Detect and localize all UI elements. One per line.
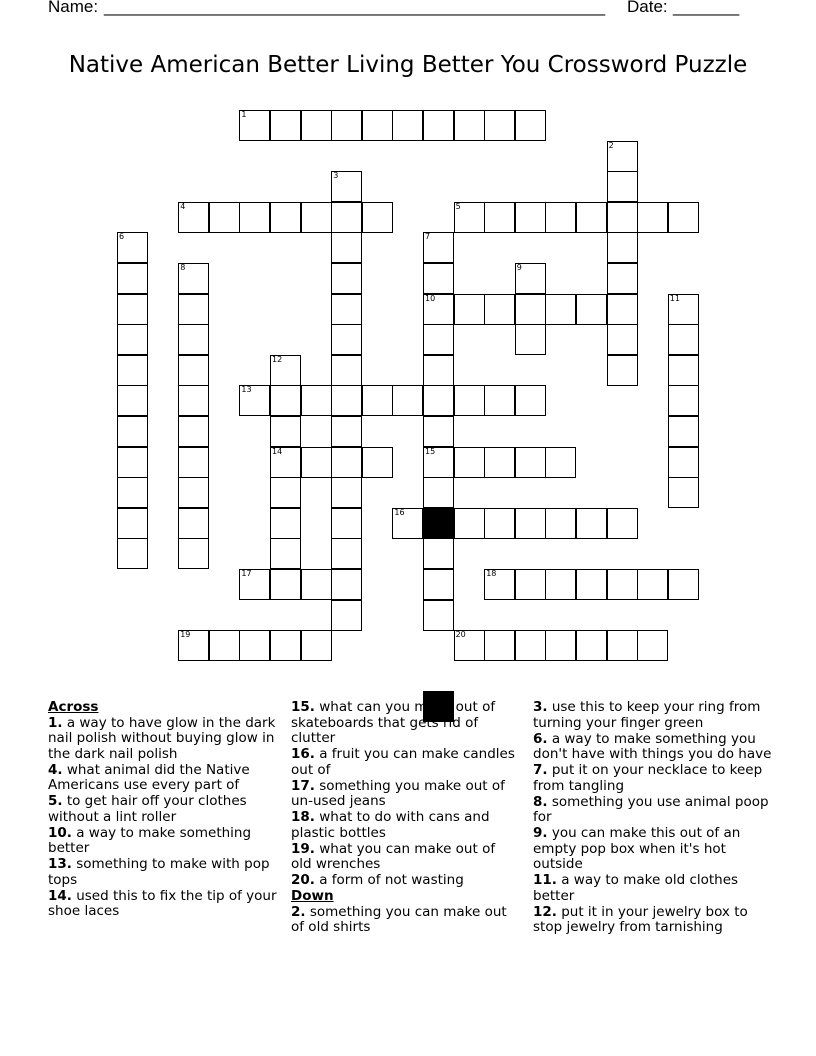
grid-cell[interactable]: [607, 232, 638, 263]
down-clue: 7. put it on your necklace to keep from tangling: [533, 762, 763, 794]
grid-cell[interactable]: [331, 171, 362, 202]
black-cell: [423, 508, 454, 539]
grid-cell[interactable]: [607, 171, 638, 202]
grid-cell[interactable]: [117, 508, 148, 539]
down-clue: 2. something you can make out of old shirts: [291, 903, 507, 935]
grid-cell[interactable]: [484, 569, 515, 600]
grid-cell[interactable]: [301, 385, 332, 416]
across-clue: 10. a way to make something better: [48, 824, 252, 856]
grid-cell[interactable]: [178, 202, 209, 233]
clues-column-2: [291, 700, 519, 936]
grid-cell[interactable]: [423, 294, 454, 325]
grid-cell[interactable]: [209, 630, 240, 661]
grid-cell[interactable]: [607, 355, 638, 386]
grid-cell[interactable]: [454, 294, 485, 325]
grid-cell[interactable]: [331, 202, 362, 233]
grid-cell[interactable]: [454, 385, 485, 416]
grid-cell[interactable]: [178, 263, 209, 294]
grid-cell[interactable]: [668, 447, 699, 478]
grid-cell[interactable]: [270, 110, 301, 141]
grid-cell[interactable]: [668, 294, 699, 325]
grid-cell[interactable]: [178, 416, 209, 447]
clues-column-3: [533, 700, 773, 936]
grid-cell[interactable]: [270, 569, 301, 600]
name-label: Name:: [48, 0, 99, 16]
grid-cell[interactable]: [484, 385, 515, 416]
grid-cell[interactable]: [545, 508, 576, 539]
grid-cell[interactable]: [270, 447, 301, 478]
down-clue: 3. use this to keep your ring from turning your finger green: [533, 699, 761, 731]
grid-cell[interactable]: [178, 355, 209, 386]
grid-cell[interactable]: [423, 232, 454, 263]
grid-cell[interactable]: [239, 385, 270, 416]
clue-number: 1: [241, 110, 247, 119]
grid-cell[interactable]: [301, 630, 332, 661]
grid-cell[interactable]: [423, 416, 454, 447]
grid-cell[interactable]: [301, 447, 332, 478]
grid-cell[interactable]: [117, 324, 148, 355]
grid-cell[interactable]: [331, 263, 362, 294]
grid-cell[interactable]: [423, 477, 454, 508]
grid-cell[interactable]: [239, 630, 270, 661]
grid-cell[interactable]: [576, 294, 607, 325]
grid-cell[interactable]: [515, 263, 546, 294]
grid-cell[interactable]: [423, 600, 454, 631]
clue-number: 19: [180, 630, 191, 640]
grid-cell[interactable]: [331, 294, 362, 325]
clue-number: 2: [608, 140, 614, 150]
grid-cell[interactable]: [423, 263, 454, 294]
grid-cell[interactable]: [331, 538, 362, 569]
grid-cell[interactable]: [392, 110, 423, 141]
clue-number: 9: [516, 263, 522, 272]
grid-cell[interactable]: [515, 508, 546, 539]
grid-cell[interactable]: [117, 447, 148, 478]
grid-cell[interactable]: [668, 416, 699, 447]
grid-cell[interactable]: [515, 324, 546, 355]
across-clue: 4. what animal did the Native Americans use every part of: [48, 761, 250, 793]
grid-cell[interactable]: [545, 569, 576, 600]
date-label: Date:: [627, 0, 668, 16]
down-heading: Down: [291, 888, 334, 904]
grid-cell[interactable]: [178, 477, 209, 508]
grid-cell[interactable]: [668, 355, 699, 386]
grid-cell[interactable]: [270, 202, 301, 233]
grid-cell[interactable]: [270, 508, 301, 539]
grid-cell[interactable]: [209, 202, 240, 233]
grid-cell[interactable]: [668, 477, 699, 508]
grid-cell[interactable]: [515, 447, 546, 478]
grid-cell[interactable]: [331, 355, 362, 386]
clue-number: 20: [455, 630, 466, 640]
grid-cell[interactable]: [484, 508, 515, 539]
grid-cell[interactable]: [301, 202, 332, 233]
grid-cell[interactable]: [484, 110, 515, 141]
down-clue: 9. you can make this out of an empty pop box when it's hot outside: [533, 825, 741, 872]
clue-number: 13: [241, 385, 252, 395]
grid-cell[interactable]: [270, 385, 301, 416]
clue-number: 3: [333, 171, 339, 181]
grid-cell[interactable]: [301, 110, 332, 141]
grid-cell[interactable]: [117, 385, 148, 416]
grid-cell[interactable]: [331, 324, 362, 355]
grid-cell[interactable]: [515, 110, 546, 141]
clue-number: 8: [180, 263, 186, 272]
grid-cell[interactable]: [576, 630, 607, 661]
clue-number: 16: [394, 507, 405, 517]
across-clue: 19. what you can make out of old wrenches: [291, 840, 496, 872]
across-clue: 17. something you make out of un-used jeans: [291, 777, 505, 809]
across-clue: 14. used this to fix the tip of your shoe laces: [48, 887, 277, 919]
grid-cell[interactable]: [515, 202, 546, 233]
grid-cell[interactable]: [178, 324, 209, 355]
clue-number: 15: [425, 446, 436, 456]
grid-cell[interactable]: [423, 324, 454, 355]
grid-cell[interactable]: [607, 630, 638, 661]
grid-cell[interactable]: [454, 202, 485, 233]
grid-cell[interactable]: [331, 110, 362, 141]
grid-cell[interactable]: [331, 600, 362, 631]
down-clue: 11. a way to make old clothes better: [533, 872, 739, 904]
grid-cell[interactable]: [270, 630, 301, 661]
grid-cell[interactable]: [117, 355, 148, 386]
clue-number: 17: [241, 569, 252, 578]
grid-cell[interactable]: [331, 385, 362, 416]
grid-cell[interactable]: [178, 538, 209, 569]
grid-cell[interactable]: [178, 294, 209, 325]
clue-number: 4: [180, 201, 186, 211]
grid-cell[interactable]: [637, 202, 668, 233]
grid-cell[interactable]: [576, 202, 607, 233]
grid-cell[interactable]: [607, 294, 638, 325]
across-clue: 18. what to do with cans and plastic bottles: [291, 809, 490, 841]
grid-cell[interactable]: [637, 630, 668, 661]
grid-cell[interactable]: [362, 202, 393, 233]
grid-cell[interactable]: [362, 385, 393, 416]
clue-number: 11: [669, 293, 680, 303]
grid-cell[interactable]: [545, 294, 576, 325]
grid-cell[interactable]: [301, 569, 332, 600]
across-clue: 20. a form of not wasting: [291, 872, 464, 888]
clue-number: 7: [425, 232, 431, 242]
grid-cell[interactable]: [117, 232, 148, 263]
grid-cell[interactable]: [423, 385, 454, 416]
grid-cell[interactable]: [270, 416, 301, 447]
grid-cell[interactable]: [454, 630, 485, 661]
grid-cell[interactable]: [331, 447, 362, 478]
grid-cell[interactable]: [607, 569, 638, 600]
grid-cell[interactable]: [392, 508, 423, 539]
grid-cell[interactable]: [454, 110, 485, 141]
grid-cell[interactable]: [117, 538, 148, 569]
grid-cell[interactable]: [454, 447, 485, 478]
grid-cell[interactable]: [331, 508, 362, 539]
grid-cell[interactable]: [270, 477, 301, 508]
grid-cell[interactable]: [607, 508, 638, 539]
grid-cell[interactable]: [607, 141, 638, 172]
grid-cell[interactable]: [423, 538, 454, 569]
grid-cell[interactable]: [515, 569, 546, 600]
grid-cell[interactable]: [239, 110, 270, 141]
grid-cell[interactable]: [270, 355, 301, 386]
grid-cell[interactable]: [392, 385, 423, 416]
grid-cell[interactable]: [668, 324, 699, 355]
clue-number: 12: [272, 354, 283, 364]
clues-column-1: [48, 700, 280, 920]
across-heading: Across: [48, 699, 99, 715]
grid-cell[interactable]: [117, 416, 148, 447]
across-clue: 5. to get hair off your clothes without a lint roller: [48, 793, 247, 825]
grid-cell[interactable]: [576, 569, 607, 600]
down-clue: 6. a way to make something you don't have with things you do have: [533, 730, 772, 762]
down-clue: 8. something you use animal poop for: [533, 793, 769, 825]
grid-cell[interactable]: [270, 538, 301, 569]
grid-cell[interactable]: [331, 569, 362, 600]
grid-cell[interactable]: [668, 202, 699, 233]
clue-number: 18: [486, 569, 497, 578]
date-field[interactable]: _______: [673, 0, 740, 16]
grid-cell[interactable]: [178, 630, 209, 661]
grid-cell[interactable]: [484, 447, 515, 478]
grid-cell[interactable]: [545, 447, 576, 478]
grid-cell[interactable]: [117, 477, 148, 508]
grid-cell[interactable]: [178, 508, 209, 539]
grid-cell[interactable]: [331, 232, 362, 263]
grid-cell[interactable]: [423, 355, 454, 386]
grid-cell[interactable]: [423, 110, 454, 141]
grid-cell[interactable]: [362, 110, 393, 141]
grid-cell[interactable]: [178, 447, 209, 478]
grid-cell[interactable]: [239, 202, 270, 233]
clue-number: 10: [425, 293, 436, 303]
across-clue: 15. what can you make out of skateboards that gets rid of clutter: [291, 699, 496, 746]
grid-cell[interactable]: [178, 385, 209, 416]
grid-cell[interactable]: [484, 294, 515, 325]
grid-cell[interactable]: [515, 630, 546, 661]
clue-number: 14: [272, 446, 283, 456]
grid-cell[interactable]: [637, 569, 668, 600]
grid-cell[interactable]: [668, 569, 699, 600]
grid-cell[interactable]: [515, 385, 546, 416]
grid-cell[interactable]: [362, 447, 393, 478]
down-clue: 12. put it in your jewelry box to stop jewelry from tarnishing: [533, 903, 748, 935]
grid-cell[interactable]: [607, 324, 638, 355]
grid-cell[interactable]: [545, 630, 576, 661]
grid-cell[interactable]: [515, 294, 546, 325]
grid-cell[interactable]: [576, 508, 607, 539]
grid-cell[interactable]: [484, 630, 515, 661]
clue-number: 6: [119, 232, 125, 242]
grid-cell[interactable]: [668, 385, 699, 416]
grid-cell[interactable]: [454, 508, 485, 539]
grid-cell[interactable]: [331, 477, 362, 508]
grid-cell[interactable]: [117, 263, 148, 294]
grid-cell[interactable]: [423, 569, 454, 600]
puzzle-title: Native American Better Living Better You Crossword Puzzle: [68, 52, 748, 78]
name-field[interactable]: _____________________________________________________: [104, 0, 606, 16]
grid-cell[interactable]: [423, 447, 454, 478]
across-clue: 16. a fruit you can make candles out of: [291, 746, 515, 778]
across-clue: 13. something to make with pop tops: [48, 856, 270, 888]
grid-cell[interactable]: [331, 416, 362, 447]
grid-cell[interactable]: [607, 263, 638, 294]
across-clue: 1. a way to have glow in the dark nail polish without buying glow in the dark nail polish: [48, 714, 276, 762]
clue-number: 5: [455, 201, 461, 211]
grid-cell[interactable]: [545, 202, 576, 233]
grid-cell[interactable]: [607, 202, 638, 233]
grid-cell[interactable]: [484, 202, 515, 233]
grid-cell[interactable]: [117, 294, 148, 325]
grid-cell[interactable]: [239, 569, 270, 600]
